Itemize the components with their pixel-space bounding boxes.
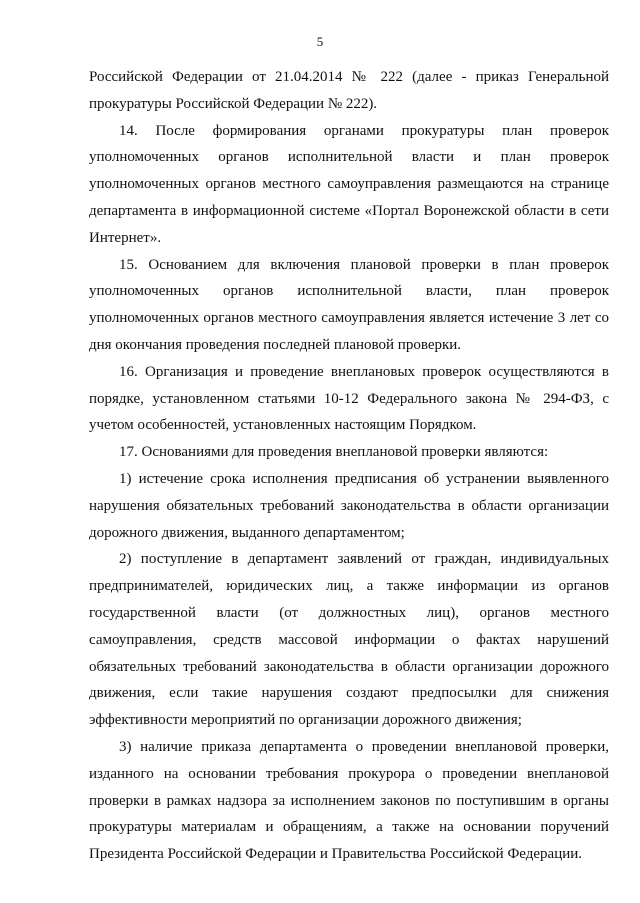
paragraph-item-17: 17. Основаниями для проведения внеплановой проверки являются:	[119, 444, 549, 461]
paragraph-item-14: 14. После формирования органами прокуратуры план проверок уполномоченных органов исполнительной власти и план проверок уполномоченных органов местного самоуправления размещаются на странице департамента в информационной системе «Портал Воронежской области в сети Интернет».	[89, 122, 609, 246]
paragraph-item-16: 16. Организация и проведение внеплановых проверок осуществляются в порядке, установленном статьями 10-12 Федерального закона № 294-ФЗ, с учетом особенностей, установленных настоящим Порядком.	[89, 363, 609, 434]
paragraph-item-15: 15. Основанием для включения плановой проверки в план проверок уполномоченных органов исполнительной власти, план проверок уполномоченных органов местного самоуправления является истечение 3 лет со дня окончания проведения последней плановой проверки.	[89, 256, 609, 353]
document-body	[89, 64, 609, 868]
paragraph-item-17-3: 3) наличие приказа департамента о проведении внеплановой проверки, изданного на основании требования прокурора о проведении внеплановой проверки в рамках надзора за исполнением законов по поступившим в органы прокуратуры материалам и обращениям, а также на основании поручений Президента Российской Федерации и Правительства Российской Федерации.	[89, 738, 609, 863]
paragraph-item-17-2: 2) поступление в департамент заявлений от граждан, индивидуальных предпринимателей, юридических лиц, а также информации из органов государственной власти (от должностных лиц), органов местного самоуправления, средств массовой информации о фактах нарушений обязательных требований законодательства в области организации дорожного движения, если такие нарушения создают предпосылки для снижения эффективности мероприятий по организации дорожного движения;	[89, 551, 609, 729]
page-number: 5	[316, 34, 324, 49]
paragraph-item-17-1: 1) истечение срока исполнения предписания об устранении выявленного нарушения обязательных требований законодательства в области организации дорожного движения, выданного департаментом;	[89, 470, 609, 541]
paragraph-continuation: Российской Федерации от 21.04.2014 № 222 (далее - приказ Генеральной прокуратуры Российской Федерации № 222).	[89, 69, 609, 112]
